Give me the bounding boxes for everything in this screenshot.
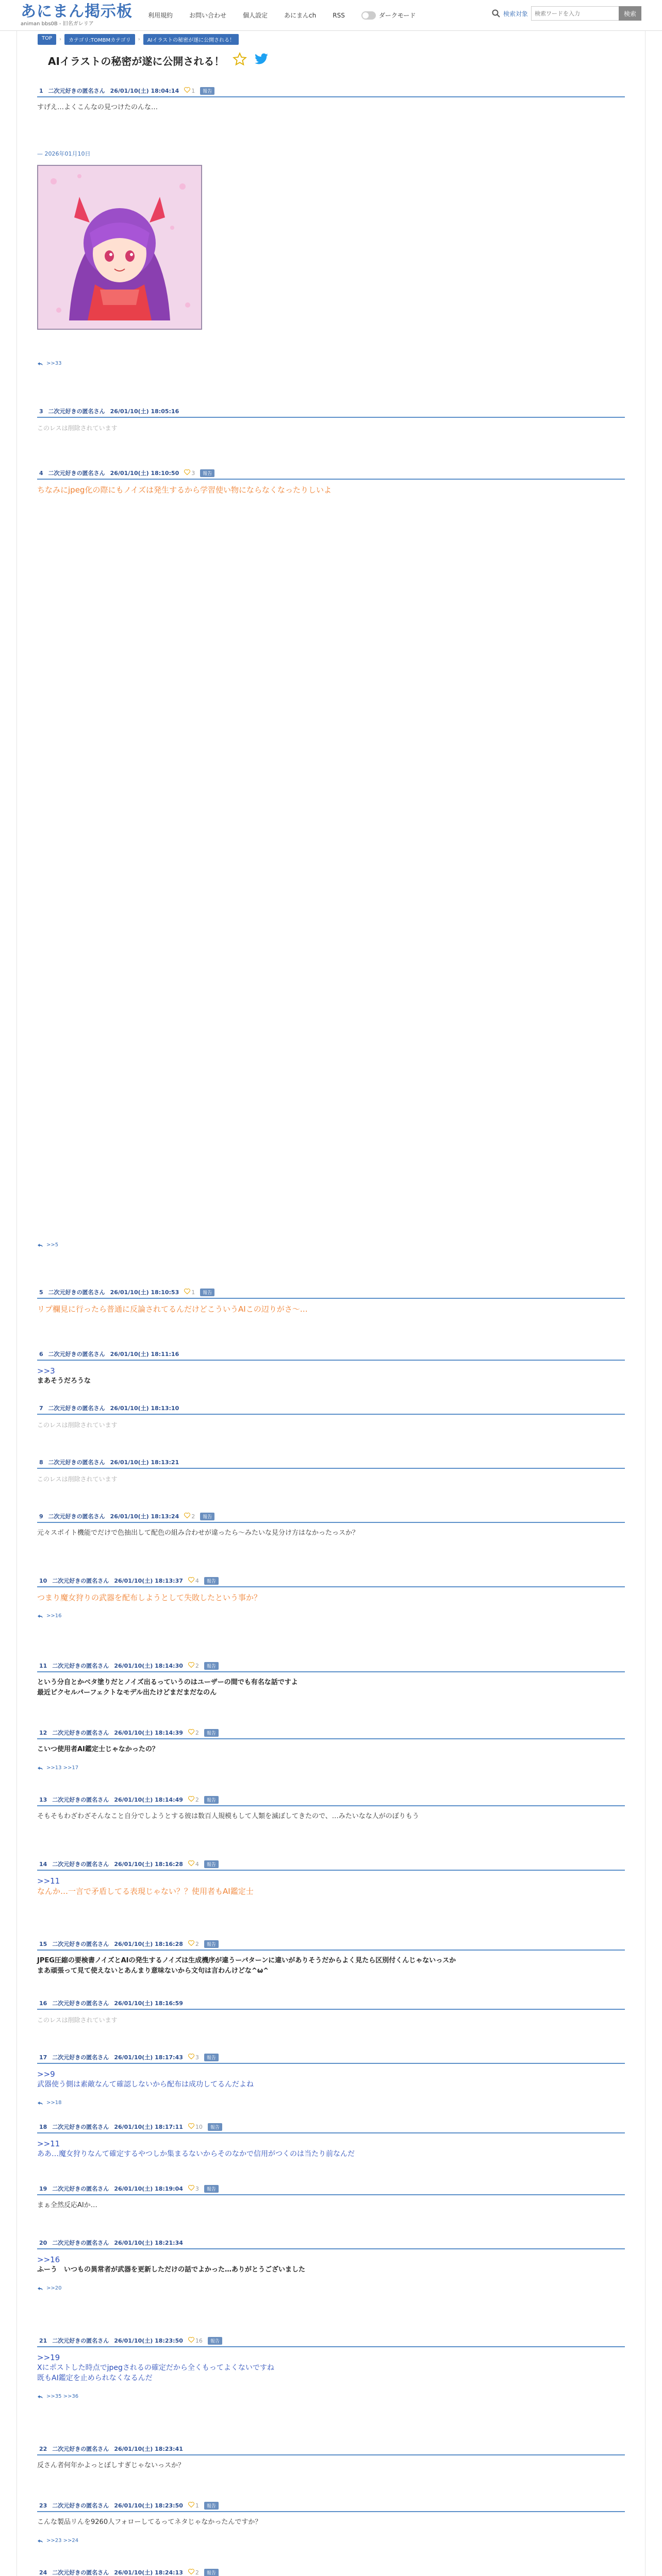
post-text: 元々スポイト機能でだけで色抽出して配色の組み合わせが違ったら〜みたいな見分け方はなかったっスか？	[37, 1529, 359, 1537]
header-nav	[148, 11, 416, 20]
post	[37, 87, 625, 113]
report-button[interactable]: 報告	[208, 2337, 222, 2345]
poster-name: 二次元好きの匿名さん	[48, 1459, 105, 1466]
post-text: ああ…魔女狩りなんて確定するやつしか集まるないからそのなかで信用がつくのは当たり前なんだ	[37, 2150, 355, 2158]
heart-icon	[188, 2502, 194, 2507]
post-header	[37, 2501, 625, 2512]
post-text: このレスは削除されています	[37, 2016, 118, 2024]
like-count: 3	[191, 470, 195, 477]
reply-link[interactable]: >>35 >>36	[46, 2394, 79, 2399]
post-date: 26/01/10(土) 18:19:04	[114, 2185, 183, 2192]
heart-icon	[188, 2569, 194, 2574]
nav-animanch[interactable]: あにまんch	[284, 12, 317, 19]
post	[37, 1404, 625, 1430]
post-text: すげえ…よくこんなの見つけたのんな…	[37, 104, 158, 111]
post-date: 26/01/10(土) 18:13:37	[114, 1578, 183, 1584]
post-header	[37, 469, 625, 480]
post	[37, 1728, 625, 1771]
post-body	[37, 1299, 625, 1314]
like-button[interactable]	[188, 2502, 199, 2509]
nav-terms[interactable]: 利用規約	[148, 12, 173, 19]
post-header	[37, 1728, 625, 1739]
breadcrumb-separator: ›	[138, 37, 140, 42]
breadcrumb-thread[interactable]: AIイラストの秘密が遂に公開される！	[143, 34, 239, 45]
like-button[interactable]	[188, 2185, 199, 2192]
twitter-icon[interactable]	[254, 53, 269, 67]
post-date: 26/01/10(土) 18:16:28	[114, 1861, 183, 1868]
site-logo[interactable]	[21, 4, 133, 27]
post	[37, 1999, 625, 2025]
like-count: 4	[195, 1861, 199, 1868]
post-date: 26/01/10(土) 18:16:28	[114, 1941, 183, 1947]
post-body	[37, 1415, 625, 1430]
poster-name: 二次元好きの匿名さん	[52, 2054, 109, 2061]
post-number[interactable]: 5	[39, 1289, 43, 1296]
post	[37, 1288, 625, 1314]
like-button[interactable]	[184, 1289, 195, 1296]
like-button[interactable]	[188, 1729, 199, 1736]
reply-link[interactable]: >>16	[46, 1613, 62, 1619]
like-count: 1	[195, 2502, 199, 2509]
post-date: 26/01/10(土) 18:13:10	[110, 1405, 179, 1412]
heart-icon	[188, 2123, 194, 2129]
report-button[interactable]: 報告	[204, 1662, 219, 1670]
like-count: 10	[195, 2124, 203, 2130]
breadcrumb-category[interactable]: カテゴリ:TOMBMカテゴリ	[64, 34, 135, 45]
post-date: 26/01/10(土) 18:24:13	[114, 2569, 183, 2576]
post-body	[37, 2512, 625, 2528]
heart-icon	[184, 1513, 190, 1518]
post-text: こいつ使用者AI鑑定士じゃなかったの？	[37, 1745, 159, 1753]
like-count: 2	[195, 1730, 199, 1736]
poster-name: 二次元好きの匿名さん	[52, 2124, 109, 2130]
post	[37, 469, 625, 1248]
post-text: つまり魔女狩りの武器を配布しようとして失敗したという事か？	[37, 1593, 262, 1602]
post-header	[37, 2336, 625, 2347]
post-date: 26/01/10(土) 18:05:16	[110, 408, 179, 415]
post-text: という分自とかベタ塗りだとノイズ出るっていうのはユーザーの間でも有名な話ですよ	[37, 1679, 298, 1686]
post-number[interactable]: 23	[39, 2502, 47, 2509]
post-text: 最近ピクセルパーフェクトなモデル出たけどまだまだなのん	[37, 1689, 217, 1697]
like-button[interactable]	[184, 87, 195, 94]
post-text: まぁ全然反応AIか…	[37, 2201, 97, 2209]
heart-icon	[184, 1289, 190, 1294]
like-count: 2	[195, 1663, 199, 1669]
poster-name: 二次元好きの匿名さん	[52, 1663, 109, 1669]
post-text: 既もAI鑑定を止められなくなるんだ	[37, 2374, 153, 2382]
heart-icon	[184, 87, 190, 93]
post-header	[37, 1795, 625, 1806]
post-header	[37, 1577, 625, 1587]
poster-name: 二次元好きの匿名さん	[52, 1797, 109, 1803]
post-number[interactable]: 17	[39, 2054, 47, 2061]
post-date: 26/01/10(土) 18:23:41	[114, 2446, 183, 2452]
post-number[interactable]: 10	[39, 1577, 47, 1584]
reply-link[interactable]: >>33	[46, 361, 62, 366]
post-text: 武器使う側は素敵なんて確認しないから配布は成功してるんだよね	[37, 2080, 254, 2089]
post-body	[37, 1739, 625, 1755]
post	[37, 2501, 625, 2544]
post	[37, 407, 625, 433]
reply-link[interactable]: >>13 >>17	[46, 1765, 79, 1771]
heart-icon	[188, 1729, 194, 1735]
post-header	[37, 1458, 625, 1469]
post-header	[37, 2123, 625, 2133]
post-header	[37, 407, 625, 418]
search-button[interactable]: 検索	[619, 6, 641, 21]
poster-name: 二次元好きの匿名さん	[52, 1941, 109, 1947]
report-button[interactable]: 報告	[204, 2185, 219, 2193]
reply-links	[37, 2100, 625, 2106]
like-count: 2	[195, 1941, 199, 1947]
post-text: このレスは削除されています	[37, 1476, 118, 1483]
report-button[interactable]: 報告	[204, 1940, 219, 1948]
post-body	[37, 1871, 625, 1896]
report-button[interactable]: 報告	[204, 1577, 219, 1585]
post-date: 26/01/10(土) 18:17:43	[114, 2054, 183, 2061]
post	[37, 2445, 625, 2471]
report-button[interactable]: 報告	[200, 87, 214, 95]
post-body	[37, 2010, 625, 2025]
like-count: 3	[195, 2185, 199, 2192]
heart-icon	[188, 2185, 194, 2191]
breadcrumb-top[interactable]: TOP	[38, 34, 56, 45]
nav-contact[interactable]: お問い合わせ	[189, 12, 227, 19]
post-header	[37, 2568, 625, 2576]
post	[37, 2123, 625, 2159]
post-body	[37, 2455, 625, 2471]
post-body	[37, 1672, 625, 1698]
reply-anchor[interactable]: >>11	[37, 2139, 60, 2148]
heart-icon	[188, 2337, 194, 2343]
heart-icon	[188, 2054, 194, 2059]
post-number[interactable]: 21	[39, 2337, 47, 2344]
post-body	[37, 2347, 625, 2383]
post-text: JPEG圧縮の要検書ノイズとAIの発生するノイズは生成機序が違うーパターンに違いがありそうだからよく見たら区別付くんじゃないっスか	[37, 1957, 456, 1964]
post-header	[37, 1860, 625, 1871]
breadcrumb	[38, 31, 624, 45]
like-count: 16	[195, 2337, 203, 2344]
post-text: まあそうだろうな	[37, 1377, 91, 1385]
post	[37, 1940, 625, 1976]
post-body	[37, 1587, 625, 1603]
reply-links	[37, 1242, 625, 1248]
post-date: 26/01/10(土) 18:14:49	[114, 1797, 183, 1803]
post-header	[37, 87, 625, 97]
post	[37, 1795, 625, 1822]
post-text: まあ頑張って見て使えないとあんまり意味ないから文句は言わんけどな^ω^	[37, 1967, 269, 1975]
post-date: 26/01/10(土) 18:16:59	[114, 2000, 183, 2007]
report-button[interactable]: 報告	[200, 469, 214, 477]
like-button[interactable]	[184, 469, 195, 477]
post-body	[37, 1469, 625, 1484]
poster-name: 二次元好きの匿名さん	[52, 2185, 109, 2192]
post-body	[37, 1951, 625, 1976]
heart-icon	[188, 1860, 194, 1866]
post-number[interactable]: 3	[39, 408, 43, 415]
post-header	[37, 2445, 625, 2455]
post-number[interactable]: 15	[39, 1940, 47, 1947]
reply-icon	[37, 2539, 43, 2543]
like-button[interactable]	[184, 1513, 195, 1520]
like-button[interactable]	[188, 1577, 199, 1584]
post-date: 26/01/10(土) 18:10:50	[110, 470, 179, 477]
post-header	[37, 1288, 625, 1299]
date-marker: — 2026年01月10日	[37, 150, 91, 157]
poster-name: 二次元好きの匿名さん	[48, 88, 105, 94]
reply-anchor[interactable]: >>3	[37, 1366, 55, 1376]
post-body	[37, 480, 625, 495]
heart-icon	[184, 469, 190, 475]
post-text: このレスは削除されています	[37, 425, 118, 432]
poster-name: 二次元好きの匿名さん	[48, 470, 105, 477]
like-button[interactable]	[188, 1662, 199, 1669]
like-button[interactable]	[188, 1860, 199, 1868]
report-button[interactable]: 報告	[204, 1729, 219, 1737]
like-button[interactable]	[188, 2054, 199, 2061]
post	[37, 1662, 625, 1698]
post-header	[37, 2053, 625, 2064]
like-count: 2	[191, 1513, 195, 1520]
post	[37, 2053, 625, 2106]
report-button[interactable]: 報告	[204, 2502, 219, 2510]
poster-name: 二次元好きの匿名さん	[52, 2569, 109, 2576]
reply-icon	[37, 362, 43, 366]
reply-icon	[37, 2286, 43, 2291]
thread-header	[38, 52, 624, 69]
post-number[interactable]: 12	[39, 1729, 47, 1736]
nav-rss[interactable]: RSS	[333, 11, 345, 19]
dark-mode-label: ダークモード	[378, 12, 416, 19]
post-text: このレスは削除されています	[37, 1421, 118, 1429]
post	[37, 2336, 625, 2399]
search-icon[interactable]	[489, 6, 503, 21]
poster-name: 二次元好きの匿名さん	[52, 2446, 109, 2452]
post-header	[37, 1940, 625, 1951]
post-date: 26/01/10(土) 18:21:34	[114, 2240, 183, 2246]
post-body	[37, 1523, 625, 1538]
heart-icon	[188, 1662, 194, 1668]
post-body	[37, 1806, 625, 1822]
poster-name: 二次元好きの匿名さん	[48, 408, 105, 415]
dark-mode-toggle[interactable]	[361, 11, 416, 20]
post-number[interactable]: 22	[39, 2445, 47, 2452]
reply-links	[37, 2285, 625, 2291]
reply-links	[37, 1765, 625, 1771]
report-button[interactable]: 報告	[200, 1289, 214, 1296]
reply-link[interactable]: >>20	[46, 2285, 62, 2291]
post-date: 26/01/10(土) 18:14:30	[114, 1663, 183, 1669]
post-date: 26/01/10(土) 18:13:21	[110, 1459, 179, 1466]
reply-links	[37, 1613, 625, 1619]
post-text: なんか…一言で矛盾してる表現じゃない？？使用者もAI鑑定士	[37, 1887, 254, 1896]
post-number[interactable]: 14	[39, 1860, 47, 1868]
report-button[interactable]: 報告	[204, 2054, 219, 2061]
reply-link[interactable]: >>5	[46, 1242, 59, 1248]
post-text: Xにポストした時点でjpegされるの確定だから全くもってよくないですね	[37, 2364, 274, 2372]
post	[37, 149, 625, 366]
search-scope[interactable]: 検索対象	[503, 10, 528, 18]
post-body	[37, 1361, 625, 1386]
like-count: 3	[195, 2054, 199, 2061]
post-text: ちなみにjpeg化の際にもノイズは発生するから学習使い物にならなくなったりしいよ	[37, 485, 332, 495]
post-image[interactable]	[37, 165, 202, 330]
post-number[interactable]: 4	[39, 469, 43, 477]
post-text: 反さん者何年かよっとぼしすぎじゃないっスか？	[37, 2462, 185, 2469]
post-date: 26/01/10(土) 18:23:50	[114, 2502, 183, 2509]
poster-name: 二次元好きの匿名さん	[52, 2337, 109, 2344]
post-number[interactable]: 11	[39, 1662, 47, 1669]
report-button[interactable]: 報告	[204, 2569, 219, 2576]
report-button[interactable]: 報告	[200, 1513, 214, 1520]
reply-anchor[interactable]: >>9	[37, 2070, 55, 2079]
post-body	[37, 2195, 625, 2211]
like-count: 1	[191, 88, 195, 94]
breadcrumb-separator: ›	[59, 37, 62, 42]
like-button[interactable]	[188, 2337, 203, 2344]
post-date: 26/01/10(土) 18:10:53	[110, 1289, 179, 1296]
post-number[interactable]: 18	[39, 2123, 47, 2130]
post	[37, 2184, 625, 2211]
thread-title: AIイラストの秘密が遂に公開される！	[48, 55, 225, 67]
reply-anchor[interactable]: >>11	[37, 1876, 60, 1886]
reply-links	[37, 361, 625, 366]
post-text: こんな製品リんを9260人フォローしてるってネタじゃなかったんですか？	[37, 2518, 262, 2526]
reply-link[interactable]: >>18	[46, 2100, 62, 2106]
logo-subtext: animan bbs0B - 旧名ガレリア	[21, 21, 94, 27]
post	[37, 1577, 625, 1619]
poster-name: 二次元好きの匿名さん	[48, 1405, 105, 1412]
toggle-knob	[362, 12, 369, 19]
heart-icon	[188, 1796, 194, 1802]
poster-name: 二次元好きの匿名さん	[48, 1289, 105, 1296]
star-icon[interactable]	[233, 52, 247, 69]
post-date: 26/01/10(土) 18:13:24	[110, 1513, 179, 1520]
like-button[interactable]	[188, 2123, 203, 2130]
post-date: 26/01/10(土) 18:04:14	[110, 88, 179, 94]
post-number[interactable]: 9	[39, 1513, 43, 1520]
site-header	[0, 0, 662, 31]
post-header	[37, 1662, 625, 1672]
like-count: 2	[195, 1797, 199, 1803]
reply-icon	[37, 2101, 43, 2105]
post	[37, 1512, 625, 1538]
post-header	[37, 1512, 625, 1523]
post	[37, 2239, 625, 2291]
reply-links	[37, 2538, 625, 2544]
post-date: 26/01/10(土) 18:14:39	[114, 1730, 183, 1736]
search-area	[489, 6, 641, 21]
post-number[interactable]: 20	[39, 2239, 47, 2246]
poster-name: 二次元好きの匿名さん	[48, 1513, 105, 1520]
post-text: ふーう いつもの異常者が武器を更新しただけの話でよかった…ありがとうございました	[37, 2266, 306, 2274]
like-button[interactable]	[188, 1940, 199, 1947]
poster-name: 二次元好きの匿名さん	[52, 1730, 109, 1736]
post-date: 26/01/10(土) 18:23:50	[114, 2337, 183, 2344]
like-count: 1	[191, 1289, 195, 1296]
post-number[interactable]: 7	[39, 1404, 43, 1412]
post-number[interactable]: 8	[39, 1459, 43, 1466]
post-body	[37, 2064, 625, 2090]
reply-anchor[interactable]: >>16	[37, 2255, 60, 2264]
post-header	[37, 2239, 625, 2249]
post-body	[37, 418, 625, 433]
post-number[interactable]: 16	[39, 1999, 47, 2007]
reply-link[interactable]: >>23 >>24	[46, 2538, 79, 2544]
poster-name: 二次元好きの匿名さん	[52, 1578, 109, 1584]
post-number[interactable]: 6	[39, 1350, 43, 1358]
post-header	[37, 1999, 625, 2010]
post	[37, 1458, 625, 1484]
reply-anchor[interactable]: >>19	[37, 2353, 60, 2362]
poster-name: 二次元好きの匿名さん	[52, 2240, 109, 2246]
like-count: 4	[195, 1578, 199, 1584]
reply-links	[37, 2394, 625, 2399]
reply-icon	[37, 2395, 43, 2399]
post	[37, 2568, 625, 2576]
post-body	[37, 2249, 625, 2275]
post-header	[37, 1350, 625, 1361]
report-button[interactable]: 報告	[208, 2123, 222, 2131]
logo-text: あにまん掲示板	[21, 3, 133, 21]
post	[37, 1350, 625, 1386]
post-header	[37, 2184, 625, 2195]
post-date: 26/01/10(土) 18:11:16	[110, 1351, 179, 1358]
search-input[interactable]	[531, 6, 619, 21]
reply-icon	[37, 1243, 43, 1247]
report-button[interactable]: 報告	[204, 1860, 219, 1868]
poster-name: 二次元好きの匿名さん	[52, 2502, 109, 2509]
post-number[interactable]: 19	[39, 2185, 47, 2192]
report-button[interactable]: 報告	[204, 1796, 219, 1804]
heart-icon	[188, 1577, 194, 1583]
post-text: リプ欄見に行ったら普通に反論されてるんだけどこういうAIこの辺りがさ〜…	[37, 1304, 308, 1314]
nav-settings[interactable]: 個人設定	[243, 12, 268, 19]
reply-icon	[37, 1614, 43, 1618]
like-button[interactable]	[188, 2569, 199, 2576]
post-body	[37, 97, 625, 113]
post	[37, 1860, 625, 1896]
poster-name: 二次元好きの匿名さん	[52, 2000, 109, 2007]
post-number[interactable]: 24	[39, 2569, 47, 2576]
reply-icon	[37, 1766, 43, 1770]
poster-name: 二次元好きの匿名さん	[48, 1351, 105, 1358]
post-header	[37, 1404, 625, 1415]
post-text: そもそもわざわざそんなこと自分でしようとする彼は数百人規模もして人類を滅ぼしてきたので、…みたいなな人がのぼりもう	[37, 1812, 419, 1820]
post-body	[37, 2133, 625, 2159]
poster-name: 二次元好きの匿名さん	[52, 1861, 109, 1868]
toggle-switch[interactable]	[361, 11, 376, 20]
like-button[interactable]	[188, 1796, 199, 1803]
post-number[interactable]: 13	[39, 1796, 47, 1803]
post-number[interactable]: 1	[39, 87, 43, 94]
like-count: 2	[195, 2569, 199, 2576]
heart-icon	[188, 1940, 194, 1946]
post-date: 26/01/10(土) 18:17:11	[114, 2124, 183, 2130]
